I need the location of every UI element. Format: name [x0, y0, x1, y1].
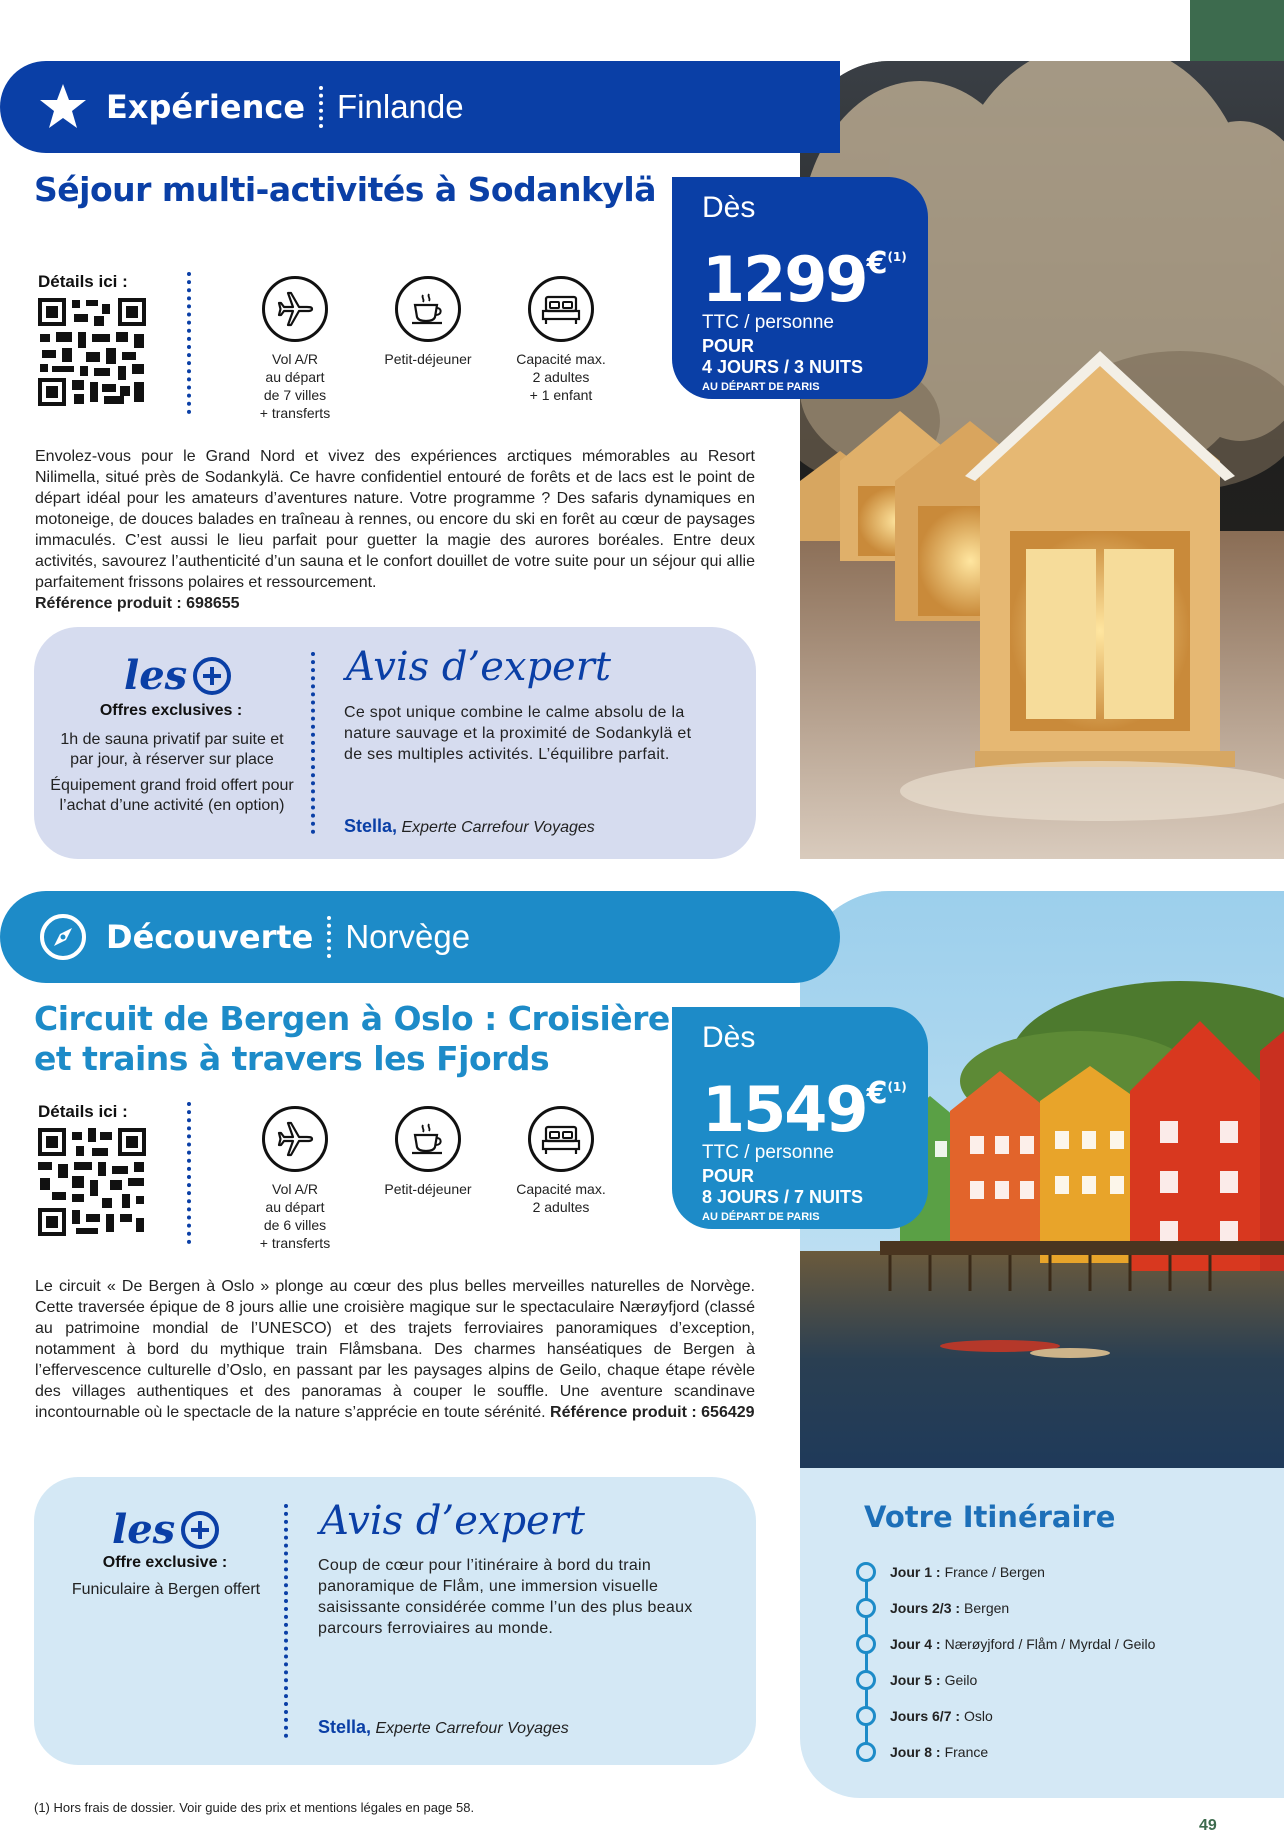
price-from: Dès — [702, 1021, 756, 1054]
price-from: Dès — [702, 191, 756, 224]
offer1-title: Séjour multi-activités à Sodankylä — [34, 170, 657, 209]
offer1-reference: 698655 — [186, 595, 240, 612]
feature-flight-label: Vol A/R au départ de 6 villes + transferts — [259, 1181, 331, 1251]
feature-flight — [230, 1106, 360, 1252]
timeline-dot-icon — [856, 1598, 876, 1618]
banner-separator — [327, 916, 331, 958]
offer1-offer-b: Équipement grand froid offert pour l’achat d’une activité (en option) — [50, 777, 294, 814]
feature-breakfast-label: Petit-déjeuner — [384, 351, 472, 367]
price-departure-2: LE 05 MARS 2027 — [702, 1229, 795, 1241]
timeline-dot-icon — [856, 1634, 876, 1654]
price-transport: Avec transport — [702, 420, 780, 434]
coffee-cup-icon — [395, 1106, 461, 1172]
offer2-details-label: Détails ici : — [38, 1102, 128, 1121]
offer1-banner — [0, 61, 840, 153]
offer1-avis-title: Avis d’expert — [346, 644, 611, 690]
compass-icon — [32, 906, 94, 968]
feature-flight-label: Vol A/R au départ de 7 villes + transferts — [259, 351, 331, 421]
offer2-offer-a: Funiculaire à Bergen offert — [71, 1581, 261, 1598]
plane-icon — [262, 276, 328, 342]
itinerary-step: Jours 2/3 : Bergen — [856, 1597, 1009, 1619]
price-duration-1: POUR — [702, 336, 755, 356]
offer1-plus-logo: les — [124, 652, 231, 699]
divider-dots — [187, 272, 191, 414]
price-departure-2: LE 20 MARS 2027 — [702, 399, 795, 411]
offer1-reference-label: Référence produit : — [35, 595, 182, 612]
feature-breakfast — [363, 1106, 493, 1198]
itinerary-step: Jours 6/7 : Oslo — [856, 1705, 993, 1727]
feature-breakfast — [363, 276, 493, 368]
offer1-description: Envolez-vous pour le Grand Nord et vivez des expériences arctiques mémorables au Resort Nilimella, situé près de Sodankylä. Ce havre confidentiel entouré de forêts et de lacs est le point de départ idéal pour les amateurs d’aventures nature. Votre programme ? Des safaris dynamiques en motoneige, de douces balades en traîneau à rennes, ou encore du ski en forêt au cœur de paysages immaculés. C’est aussi le lieu parfait pour guetter la magie des aurores boréales. Entre deux activités, savourez l’authenticité d’un sauna et le confort douillet de votre suite pour un séjour qui allie parfaitement frissons polaires et ressourcement. Référence produit : 698655 — [35, 448, 755, 612]
offer2-price-box — [672, 1007, 928, 1264]
timeline-dot-icon — [856, 1742, 876, 1762]
bed-icon — [528, 1106, 594, 1172]
plus-icon — [181, 1511, 219, 1549]
divider-dots — [284, 1504, 288, 1738]
offer2-description: Le circuit « De Bergen à Oslo » plonge au cœur des plus belles merveilles naturelles de Norvège. Cette traversée épique de 8 jours allie une croisière magique sur le spectaculaire Nærøyfjord (classé au patrimoine mondial de l’UNESCO) et des trajets ferroviaires panoramiques d’exception, notamment à bord du mythique train Flåmsbana. Des charmes hanséatiques de Bergen à l’effervescence culturelle d’Oslo, en passant par les paysages alpins de Geilo, chaque étape révèle des villages authentiques et des panoramas à couper le souffle. Une aventure scandinave incontournable où le spectacle de la nature s’apprécie en toute sérénité. Référence produit : 656429 — [35, 1278, 755, 1421]
offer1-expert-text: Ce spot unique combine le calme absolu de la nature sauvage et la proximité de Sodankylä et de ses multiples activités. L’équilibre parfait. — [344, 704, 692, 763]
coffee-cup-icon — [395, 276, 461, 342]
offer2-expert-text: Coup de cœur pour l’itinéraire à bord du train panoramique de Flåm, une immersion visuelle saisissante considérée comme l’un des plus beaux parcours ferroviaires au monde. — [318, 1557, 693, 1637]
price-amount: $1549^{€(1)}$ — [702, 1073, 907, 1146]
offer2-plus-logo: les — [112, 1506, 219, 1553]
offer2-reference-label: Référence produit : — [550, 1404, 697, 1421]
feature-breakfast-label: Petit-déjeuner — [384, 1181, 472, 1197]
offer2-avis-title: Avis d’expert — [320, 1498, 585, 1544]
offer2-kind: Découverte — [106, 918, 314, 956]
star-icon — [32, 76, 94, 138]
offer2-qr-code[interactable] — [36, 1126, 148, 1238]
itinerary-title: Votre Itinéraire — [864, 1500, 1116, 1534]
itinerary-step: Jour 1 : France / Bergen — [856, 1561, 1045, 1583]
price-duration-2: 8 JOURS / 7 NUITS — [702, 1187, 864, 1207]
banner-separator — [319, 86, 323, 128]
offer1-offer-a: 1h de sauna privatif par suite et par jour, à réserver sur place — [60, 731, 284, 768]
offer1-expert-signature: Stella, Experte Carrefour Voyages — [344, 816, 595, 836]
feature-capacity-label: Capacité max. 2 adultes — [516, 1181, 606, 1215]
offer1-kind: Expérience — [106, 88, 306, 126]
price-transport: Avec transport — [702, 1250, 780, 1264]
offer2-destination: Norvège — [345, 918, 471, 955]
footnote: (1) Hors frais de dossier. Voir guide des prix et mentions légales en page 58. — [34, 1800, 475, 1815]
feature-capacity — [496, 1106, 626, 1216]
feature-flight — [230, 276, 360, 422]
offer1-qr-code[interactable] — [36, 296, 148, 408]
timeline-dot-icon — [856, 1706, 876, 1726]
offer2-reference: 656429 — [701, 1404, 755, 1421]
offer1-offers-title: Offres exclusives : — [99, 702, 243, 719]
itinerary-step: Jour 4 : Nærøyjford / Flåm / Myrdal / Geilo — [856, 1633, 1155, 1655]
timeline-dot-icon — [856, 1562, 876, 1582]
price-amount: $1299^{€(1)}$ — [702, 243, 907, 316]
price-departure-1: AU DÉPART DE PARIS — [702, 381, 820, 393]
price-per: TTC / personne — [702, 1142, 834, 1163]
divider-dots — [187, 1102, 191, 1244]
offer1-details-label: Détails ici : — [38, 272, 128, 291]
price-per: TTC / personne — [702, 312, 834, 333]
offer2-banner — [0, 891, 840, 983]
plane-icon — [262, 1106, 328, 1172]
page-number: 49 — [1199, 1817, 1217, 1834]
offer1-destination: Finlande — [337, 88, 464, 125]
feature-capacity — [496, 276, 626, 404]
offer2-offers-title: Offre exclusive : — [102, 1554, 228, 1571]
itinerary-step: Jour 5 : Geilo — [856, 1669, 977, 1691]
itinerary-step: Jour 8 : France — [856, 1741, 988, 1763]
divider-dots — [311, 652, 315, 834]
price-duration-1: POUR — [702, 1166, 755, 1186]
offer2-expert-signature: Stella, Experte Carrefour Voyages — [318, 1717, 569, 1737]
offer2-title: Circuit de Bergen à Oslo : Croisière et trains à travers les Fjords — [34, 999, 670, 1078]
price-departure-1: AU DÉPART DE PARIS — [702, 1211, 820, 1223]
price-duration-2: 4 JOURS / 3 NUITS — [702, 357, 864, 377]
bed-icon — [528, 276, 594, 342]
feature-capacity-label: Capacité max. 2 adultes + 1 enfant — [516, 351, 606, 403]
offer1-price-box — [672, 177, 928, 434]
timeline-dot-icon — [856, 1670, 876, 1690]
plus-icon — [193, 657, 231, 695]
